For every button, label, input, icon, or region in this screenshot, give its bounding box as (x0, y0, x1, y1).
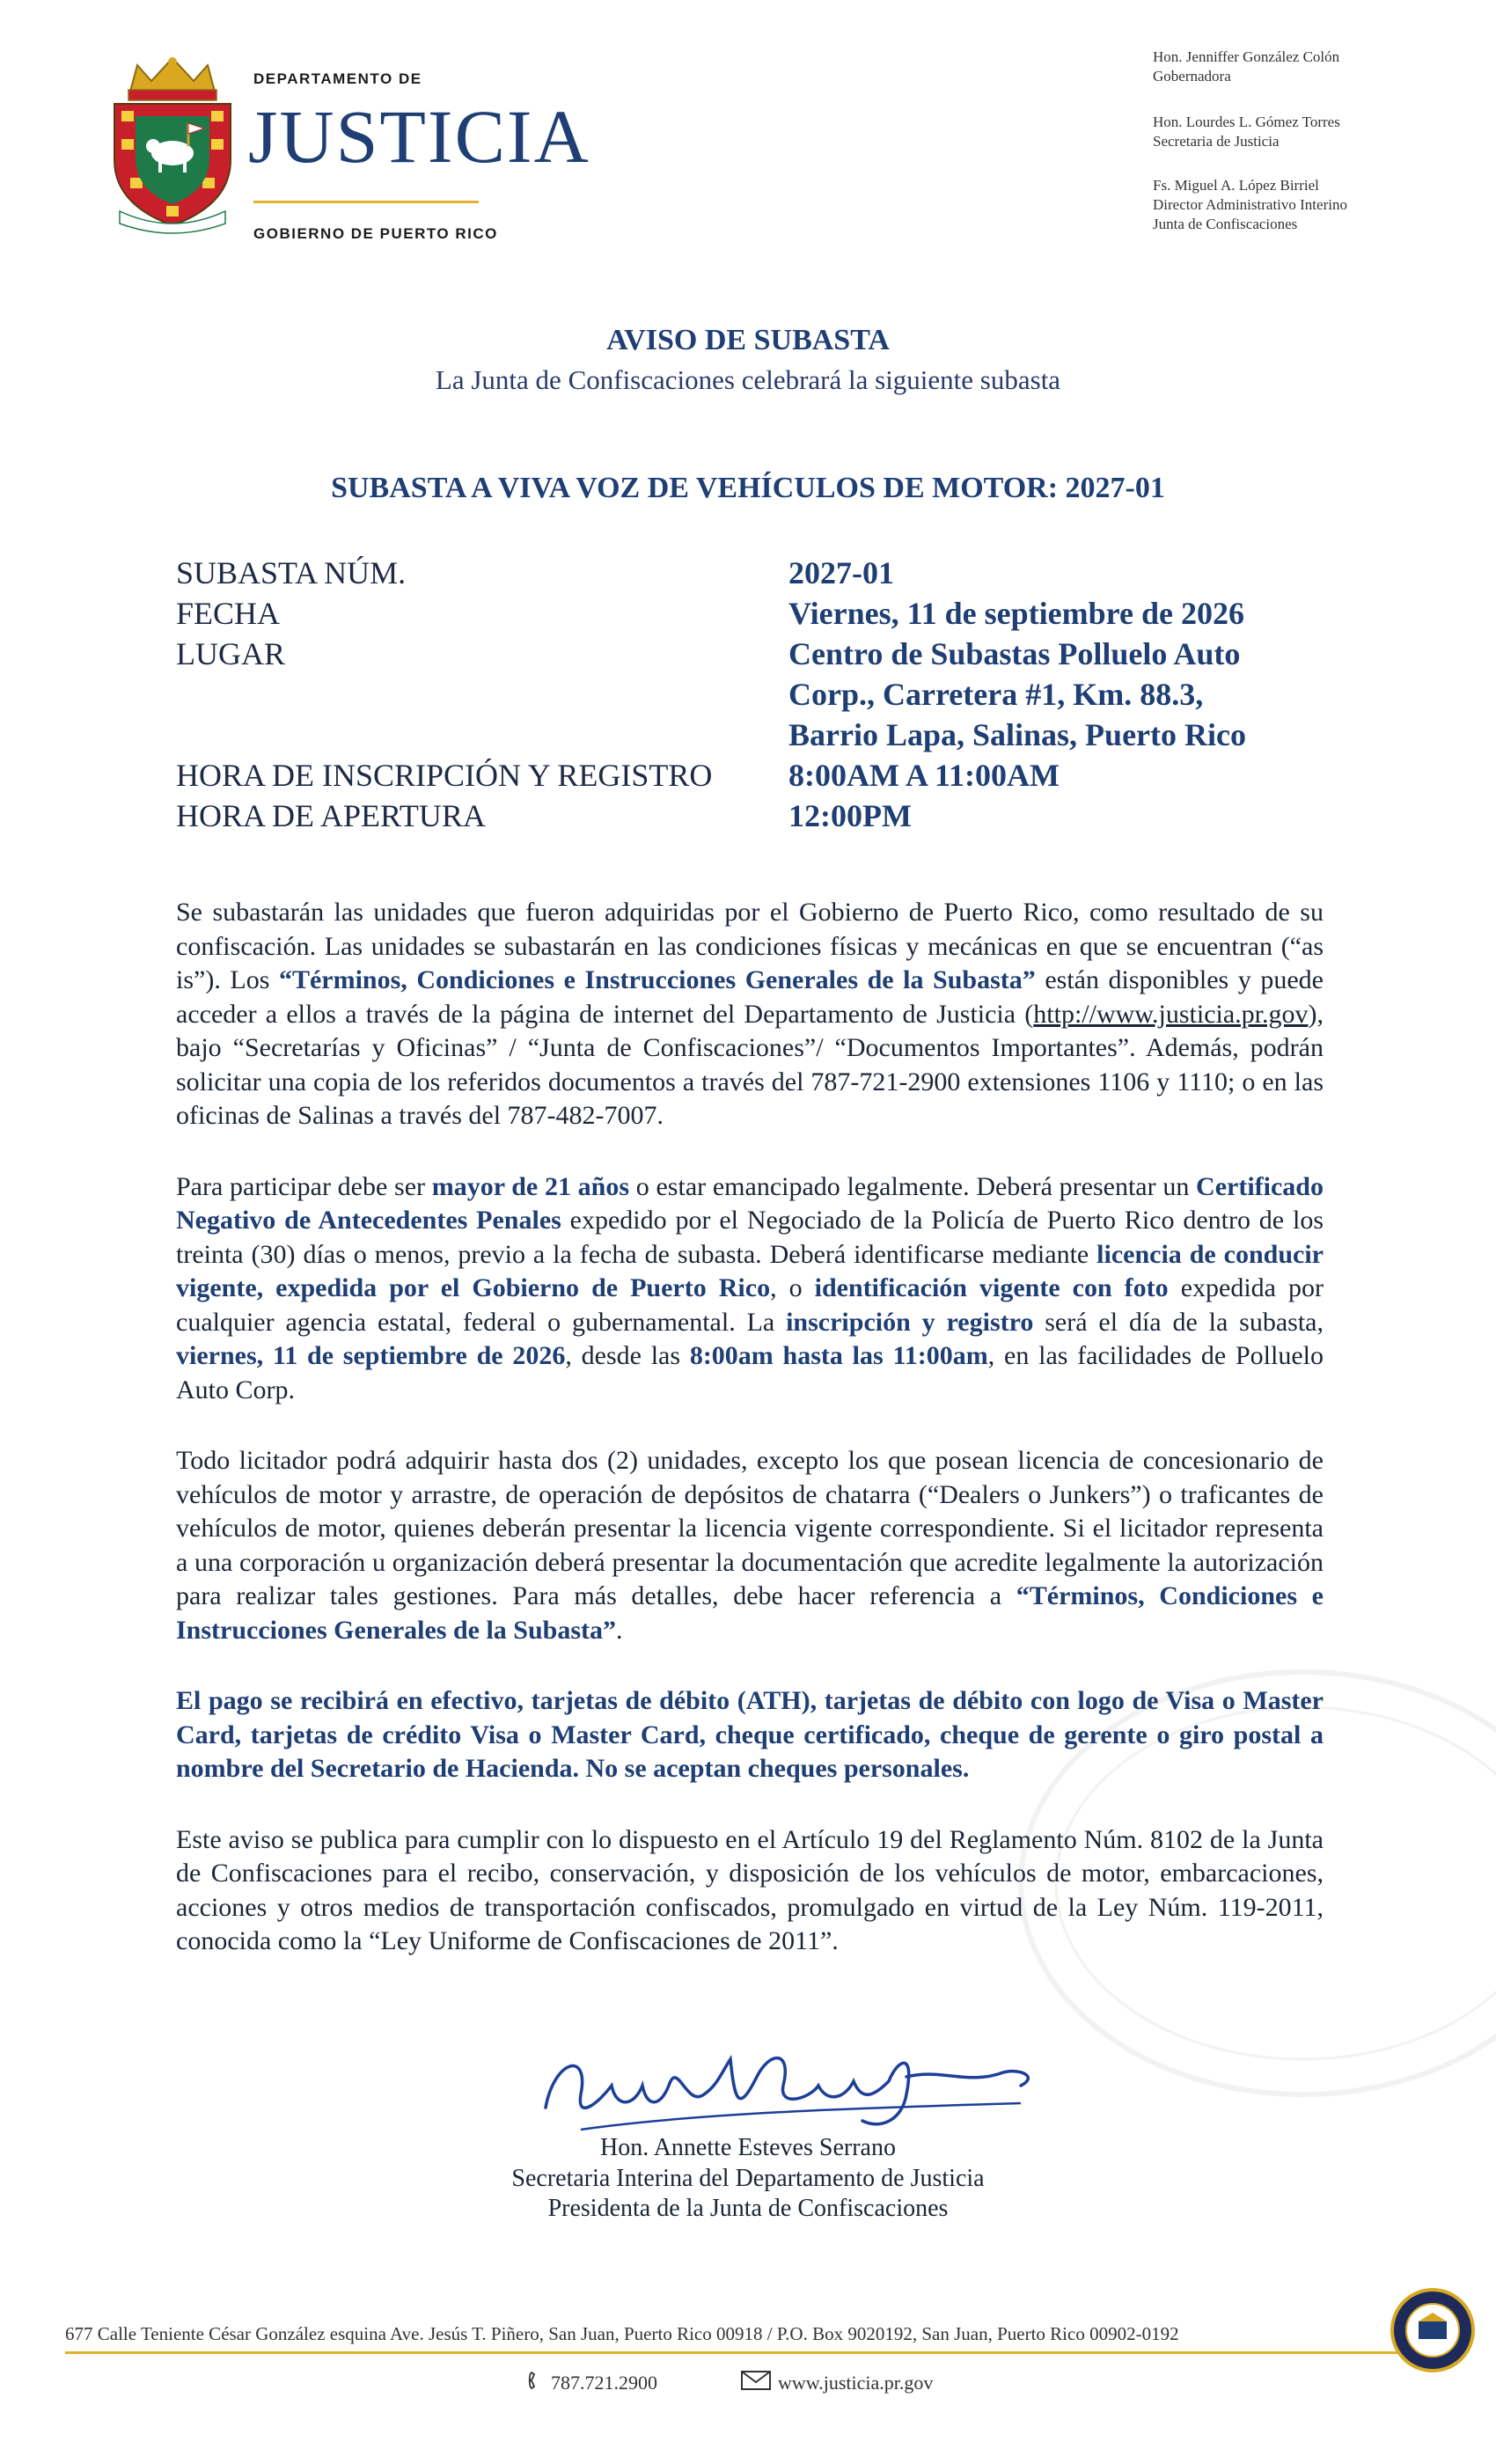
place-line: Centro de Subastas Polluelo Auto (788, 636, 1241, 671)
department-round-seal (1389, 2286, 1477, 2374)
detail-row-opening (176, 796, 1320, 836)
signer-title-2: Presidenta de la Junta de Confiscaciones (547, 2195, 949, 2222)
official-name: Hon. Jenniffer González Colón (1153, 48, 1340, 65)
paragraph-bidders: Todo licitador podrá adquirir hasta dos (2) unidades, excepto los que posean licencia de concesionario de vehículos de motor y arrastre, de operación de depósitos de chatarra (“Dealers o Junkers”) o traficantes de vehículos de motor, quienes deberán presentar la licencia vigente correspondiente. Si el licitador representa a una corporación u organización deberá presentar la documentación que acredite legalmente la autorización para realizar tales gestiones. Para más detalles, debe hacer referencia a “Términos, Condiciones e Instrucciones Generales de la Subasta”. (176, 1446, 1324, 1645)
paragraph-legal: Este aviso se publica para cumplir con lo dispuesto en el Artículo 19 del Reglamento Núm. 8102 de la Junta de Confiscaciones para el recibo, conservación, y disposición de los vehículos de motor, embarcaciones, acciones y otros medios de transportación confiscados, promulgado en virtud de la Ley Núm. 119-2011, conocida como la “Ley Uniforme de Confiscaciones de 2011”. (176, 1824, 1324, 1955)
detail-label: HORA DE APERTURA (176, 798, 486, 833)
signer-title: Secretaria Interina del Departamento de Justicia (511, 2165, 985, 2192)
detail-label: LUGAR (176, 636, 285, 671)
official-secretary (1153, 113, 1340, 151)
detail-label: FECHA (176, 596, 281, 631)
detail-row-place (176, 634, 1320, 755)
notice-title: AVISO DE SUBASTA (606, 324, 890, 356)
paragraph-requirements: Para participar debe ser mayor de 21 años o estar emancipado legalmente. Deberá presentar un Certificado Negativo de Antecedentes Penales expedido por el Negociado de la Policía de Puerto Rico dentro de los treinta (30) días o menos, previo a la fecha de subasta. Deberá identificarse mediante licencia de conducir vigente, expedida por el Gobierno de Puerto Rico, o identificación vigente con foto expedida por cualquier agencia estatal, federal o gubernamental. La inscripción y registro será el día de la subasta, viernes, 11 de septiembre de 2026, desde las 8:00am hasta las 11:00am, en las facilidades de Polluelo Auto Corp. (176, 1171, 1324, 1404)
official-role: Director Administrativo Interino (1153, 196, 1347, 213)
coat-of-arms-seal (95, 55, 250, 239)
watermark-seal (845, 1654, 1496, 2112)
official-role: Gobernadora (1153, 68, 1231, 84)
official-governor (1153, 48, 1339, 86)
mail-icon (741, 2371, 771, 2395)
detail-label: HORA DE INSCRIPCIÓN Y REGISTRO (176, 758, 713, 793)
government-label: GOBIERNO DE PUERTO RICO (253, 225, 498, 242)
auction-title: SUBASTA A VIVA VOZ DE VEHÍCULOS DE MOTOR: 2027-01 (331, 472, 1165, 504)
signer-name: Hon. Annette Esteves Serrano (600, 2134, 896, 2161)
paragraph-payment: El pago se recibirá en efectivo, tarjetas de débito (ATH), tarjetas de débito con logo de Visa o Master Card, tarjetas de crédito Visa o Master Card, cheque certificado, cheque de gerente o giro postal a nombre del Secretario de Hacienda. No se aceptan cheques personales. (176, 1686, 1324, 1783)
official-role: Secretaria de Justicia (1153, 133, 1280, 150)
footer-gold-rule (65, 2351, 1403, 2354)
detail-row-date (176, 593, 1320, 634)
website-link[interactable]: http://www.justicia.pr.gov (1033, 999, 1309, 1029)
header-gold-rule (253, 201, 479, 203)
detail-value (788, 634, 1246, 755)
place-line: Barrio Lapa, Salinas, Puerto Rico (788, 717, 1246, 752)
department-name: JUSTICIA (248, 94, 590, 179)
detail-row-registration (176, 755, 1320, 796)
website-url[interactable]: www.justicia.pr.gov (778, 2372, 934, 2394)
detail-value: 2027-01 (788, 555, 894, 590)
detail-value: Viernes, 11 de septiembre de 2026 (788, 596, 1244, 631)
footer-website (741, 2371, 933, 2395)
detail-label: SUBASTA NÚM. (176, 555, 407, 590)
detail-value: 8:00AM A 11:00AM (788, 758, 1060, 793)
auction-details (176, 553, 1320, 836)
paragraph-units: Se subastarán las unidades que fueron adquiridas por el Gobierno de Puerto Rico, como resultado de su confiscación. Las unidades se subastarán en las condiciones físicas y mecánicas en que se encuentran (“as is”). Los “Términos, Condiciones e Instrucciones Generales de la Subasta” están disponibles y puede acceder a ellos a través de la página de internet del Departamento de Justicia (http://www.justicia.pr.gov), bajo “Secretarías y Oficinas” / “Junta de Confiscaciones”/ “Documentos Importantes”. Además, podrán solicitar una copia de los referidos documentos a través del 787-721-2900 extensiones 1106 y 1110; o en las oficinas de Salinas a través del 787-482-7007. (176, 898, 1324, 1130)
phone-number: 787.721.2900 (551, 2372, 657, 2394)
official-role-2: Junta de Confiscaciones (1153, 216, 1298, 232)
official-director (1153, 176, 1347, 234)
place-line: Corp., Carretera #1, Km. 88.3, (788, 677, 1204, 712)
footer-address: 677 Calle Teniente César González esquina Ave. Jesús T. Piñero, San Juan, Puerto Rico 00918 / P.O. Box 9020192, San Juan, Puerto Rico 00902-0192 (65, 2323, 1179, 2344)
footer-phone (528, 2371, 657, 2395)
official-name: Hon. Lourdes L. Gómez Torres (1153, 114, 1340, 130)
official-name: Fs. Miguel A. López Birriel (1153, 177, 1319, 194)
detail-value: 12:00PM (788, 798, 912, 833)
department-label: DEPARTAMENTO DE (253, 70, 422, 87)
phone-icon (528, 2371, 544, 2395)
notice-subtitle: La Junta de Confiscaciones celebrará la siguiente subasta (435, 364, 1061, 395)
detail-row-number (176, 553, 1320, 593)
